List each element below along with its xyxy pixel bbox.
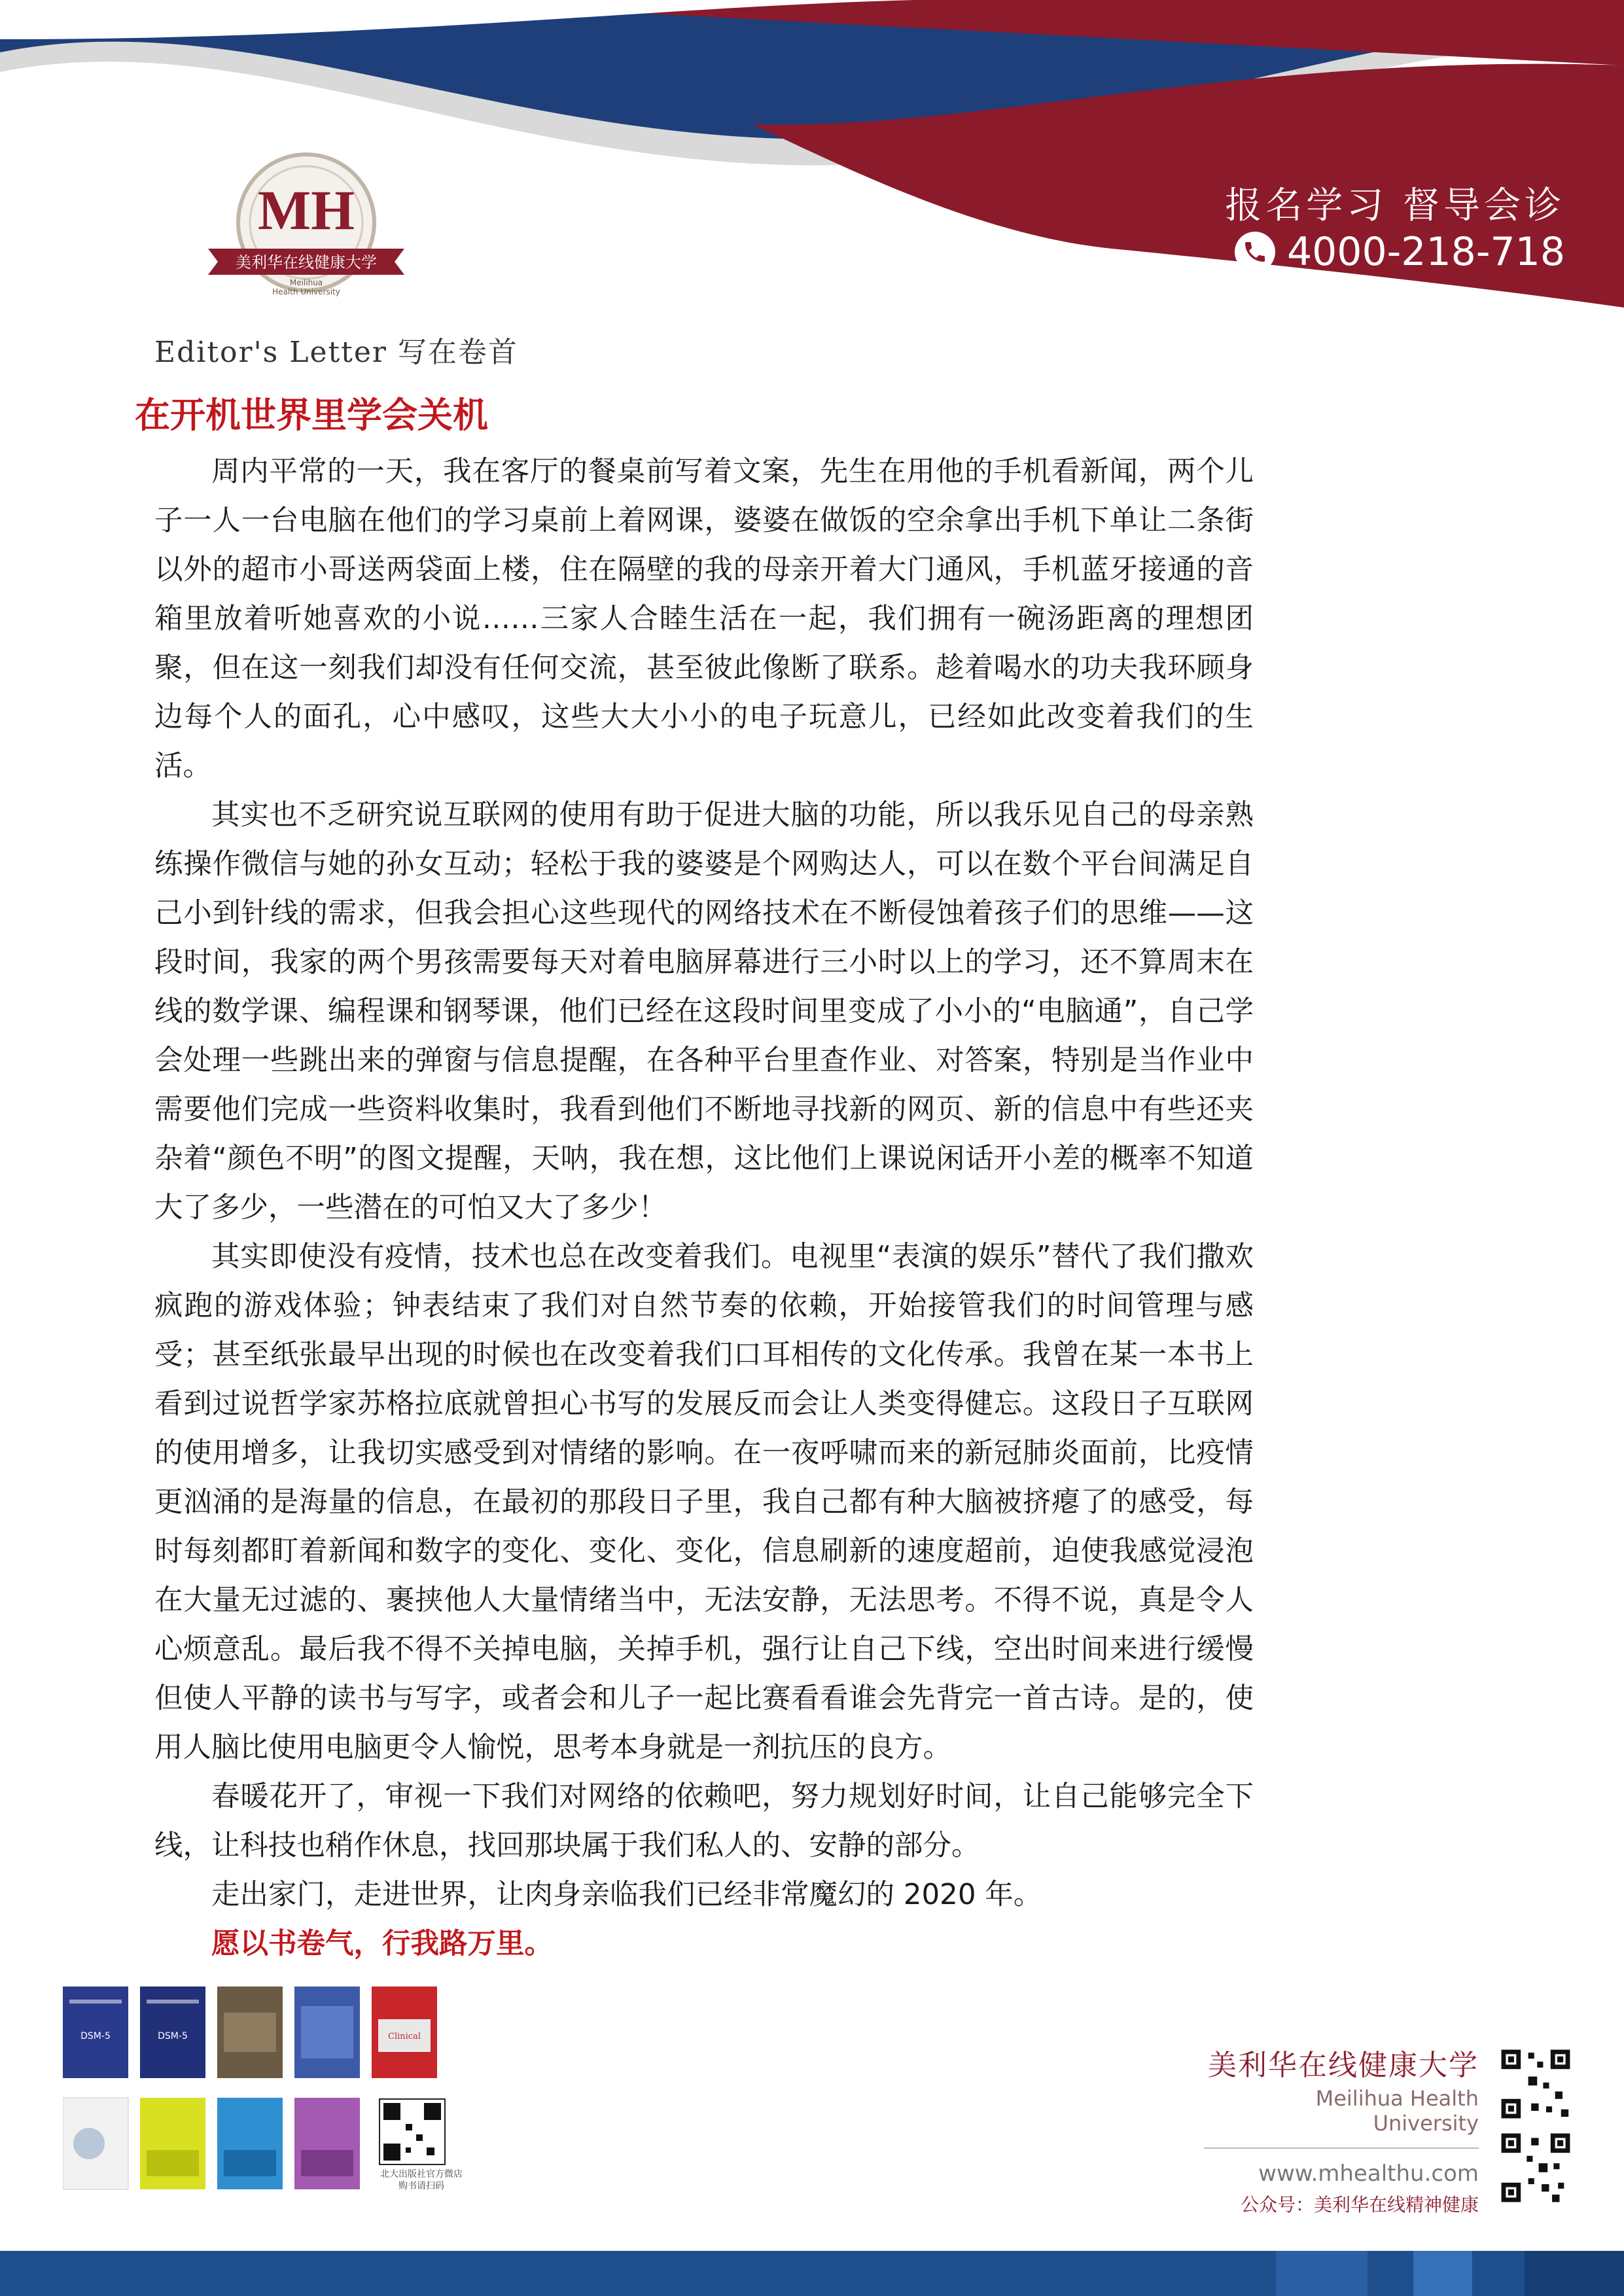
article-body — [154, 448, 1254, 1969]
book-cover-6 — [63, 2098, 128, 2189]
svg-text:DSM-5: DSM-5 — [158, 2031, 188, 2041]
university-logo — [195, 150, 417, 308]
brand-wechat-account: 公众号：美利华在线精神健康 — [1240, 2194, 1479, 2216]
editor-letter-label: Editor's Letter 写在卷首 — [154, 336, 518, 369]
bookshop-label — [380, 2168, 463, 2192]
footer-bar — [0, 2251, 1624, 2296]
book-cover-4 — [294, 1987, 360, 2078]
hotline-row[interactable] — [1235, 229, 1565, 275]
bookshop-label-line-2: 购书请扫码 — [398, 2181, 444, 2191]
website-qr-code[interactable] — [1498, 2047, 1573, 2121]
wechat-qr-code[interactable] — [1498, 2130, 1573, 2205]
article-paragraph-5: 走出家门，走进世界，让肉身亲临我们已经非常魔幻的 2020 年。 — [211, 1879, 1042, 1911]
bookshop-label-line-1: 北大出版社官方微店 — [380, 2169, 463, 2180]
footer-stripe — [1525, 2251, 1624, 2296]
article-paragraph-1: 周内平常的一天，我在客厅的餐桌前写着文案，先生在用他的手机看新闻，两个儿子一人一台电脑在他们的学习桌前上着网课，婆婆在做饭的空余拿出手机下单让二条街以外的超市小哥送两袋面上楼，住在隔壁的我的母亲开着大门通风，手机蓝牙接通的音箱里放着听她喜欢的小说……三家人合睦生活在一起，我们拥有一碗汤距离的理想团聚，但在这一刻我们却没有任何交流，甚至彼此像断了联系。趁着喝水的功夫我环顾身边每个人的面孔，心中感叹，这些大大小小的电子玩意儿，已经如此改变着我们的生活。 — [154, 455, 1254, 783]
logo-initials: MH — [257, 179, 355, 241]
closing-line: 愿以书卷气，行我路万里。 — [211, 1928, 553, 1960]
logo-name-en-2: Health University — [272, 287, 340, 296]
brand-name-cn: 美利华在线健康大学 — [1208, 2049, 1479, 2082]
footer-stripe — [1276, 2251, 1368, 2296]
svg-text:DSM-5: DSM-5 — [80, 2031, 111, 2041]
book-cover-2 — [140, 1987, 205, 2078]
header-slogan: 报名学习 督导会诊 — [1225, 185, 1565, 227]
footer-stripe — [1413, 2251, 1472, 2296]
brand-url-link[interactable]: www.mhealthu.com — [1258, 2161, 1479, 2187]
book-cover-8 — [217, 2098, 283, 2189]
book-cover-7 — [140, 2098, 205, 2189]
article-paragraph-4: 春暖花开了，审视一下我们对网络的依赖吧，努力规划好时间，让自己能够完全下线，让科技也稍作休息，找回那块属于我们私人的、安静的部分。 — [154, 1780, 1254, 1862]
hotline-number: 4000-218-718 — [1286, 229, 1565, 275]
bookshop-qr-code — [380, 2099, 445, 2164]
article-paragraph-2: 其实也不乏研究说互联网的使用有助于促进大脑的功能，所以我乐见自己的母亲熟练操作微信与她的孙女互动；轻松于我的婆婆是个网购达人，可以在数个平台间满足自己小到针线的需求，但我会担心这些现代的网络技术在不断侵蚀着孩子们的思维——这段时间，我家的两个男孩需要每天对着电脑屏幕进行三小时以上的学习，还不算周末在线的数学课、编程课和钢琴课，他们已经在这段时间里变成了小小的“电脑通”，自己学会处理一些跳出来的弹窗与信息提醒，在各种平台里查作业、对答案，特别是当作业中需要他们完成一些资料收集时，我看到他们不断地寻找新的网页、新的信息中有些还夹杂着“颜色不明”的图文提醒，天呐，我在想，这比他们上课说闲话开小差的概率不知道大了多少，一些潜在的可怕又大了多少！ — [154, 799, 1254, 1224]
article-paragraph-3: 其实即使没有疫情，技术也总在改变着我们。电视里“表演的娱乐”替代了我们撒欢疯跑的游戏体验；钟表结束了我们对自然节奏的依赖，开始接管我们的时间管理与感受；甚至纸张最早出现的时候也在改变着我们口耳相传的文化传承。我曾在某一本书上看到过说哲学家苏格拉底就曾担心书写的发展反而会让人类变得健忘。这段日子互联网的使用增多，让我切实感受到对情绪的影响。在一夜呼啸而来的新冠肺炎面前，比疫情更汹涌的是海量的信息，在最初的那段日子里，我自己都有种大脑被挤瘪了的感受，每时每刻都盯着新闻和数字的变化、变化、变化，信息刷新的速度超前，迫使我感觉浸泡在大量无过滤的、裹挟他人大量情绪当中，无法安静，无法思考。不得不说，真是令人心烦意乱。最后我不得不关掉电脑，关掉手机，强行让自己下线，空出时间来进行缓慢但使人平静的读书与写字，或者会和儿子一起比赛看看谁会先背完一首古诗。是的，使用人脑比使用电脑更令人愉悦，思考本身就是一剂抗压的良方。 — [154, 1241, 1254, 1764]
brand-divider — [1204, 2147, 1479, 2149]
book-cover-1 — [63, 1987, 128, 2078]
brand-name-en: Meilihua Health University — [1315, 2086, 1479, 2136]
logo-name-en-1: Meilihua — [289, 278, 323, 287]
phone-icon — [1235, 232, 1275, 272]
book-cover-3 — [217, 1987, 283, 2078]
brand-footer-block — [1204, 2041, 1479, 2217]
svg-text:Clinical: Clinical — [388, 2032, 421, 2041]
logo-name-cn: 美利华在线健康大学 — [236, 253, 377, 272]
book-cover-5 — [372, 1987, 437, 2078]
book-cover-9 — [294, 2098, 360, 2189]
article-title: 在开机世界里学会关机 — [135, 395, 488, 436]
